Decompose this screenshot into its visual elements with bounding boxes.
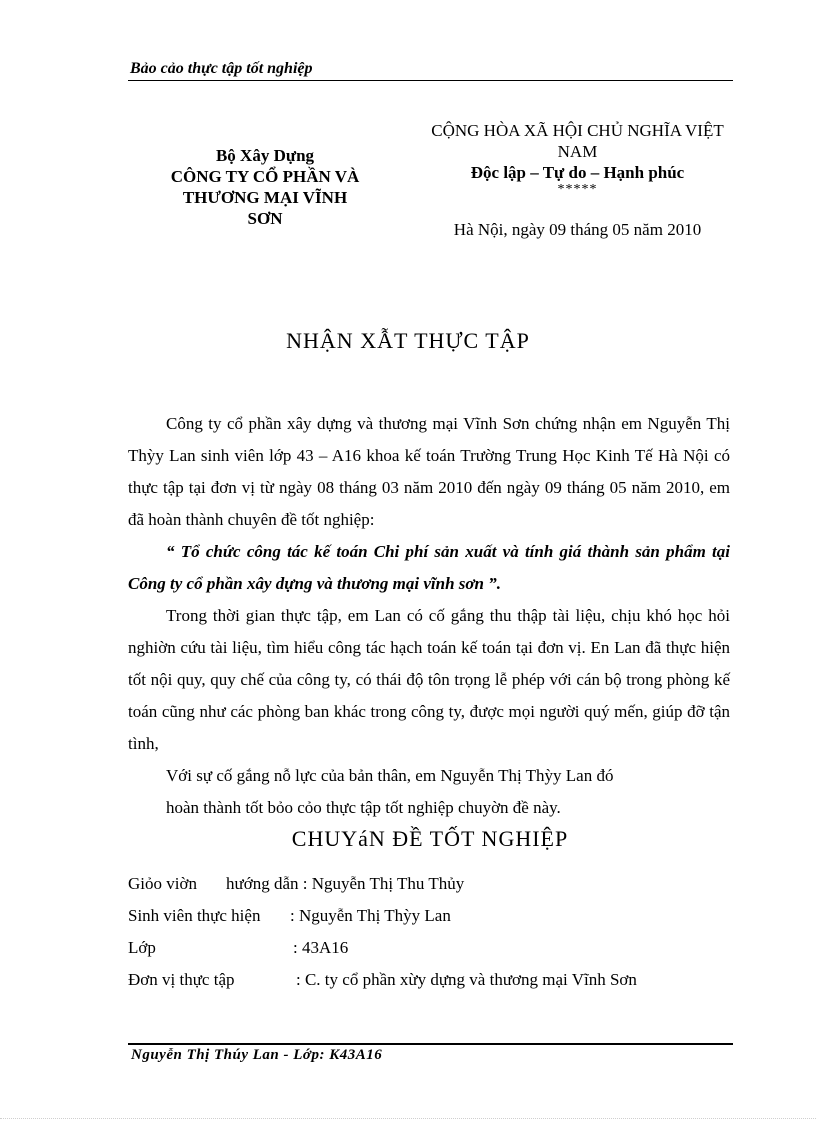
- company-header: [150, 145, 380, 229]
- document-date: Hà Nội, ngày 09 tháng 05 năm 2010: [453, 220, 702, 239]
- footer-rule: [128, 1043, 733, 1045]
- nation-name-line: CỘNG HÒA XÃ HỘI CHỦ NGHĨA VIỆT: [431, 121, 724, 140]
- ministry-name: Bộ Xây Dựng: [215, 146, 315, 165]
- section-subtitle: CHUYáN ĐỀ TỐT NGHIỆP: [291, 826, 569, 851]
- body-paragraph: Công ty cổ phần xây dựng và thương mại Vĩnh Sơn chứng nhận em Nguyễn Thị Thỳy Lan sinh viên lớp 43 – A16 khoa kế toán Trường Trung Học Kinh Tế Hà Nội có thực tập tại đơn vị từ ngày 08 tháng 03 năm 2010 đến ngày 09 tháng 05 năm 2010, em đã hoàn thành chuyên đề tốt nghiệp:: [128, 414, 730, 529]
- running-header: Bảo cảo thực tập tốt nghiệp: [130, 60, 313, 77]
- company-name-line: THƯƠNG MẠI VĨNH: [182, 188, 348, 207]
- info-row-class: [128, 932, 748, 964]
- nation-name-line: NAM: [557, 142, 598, 161]
- company-name-line: SƠN: [247, 209, 283, 228]
- closing-line: hoàn thành tốt bỏo cỏo thực tập tốt nghiệp chuyờn đề này.: [166, 798, 561, 817]
- stars-divider: *****: [557, 182, 598, 197]
- national-motto: Độc lập – Tự do – Hạnh phúc: [470, 163, 685, 182]
- info-label: Sinh viên thực hiện: [128, 906, 261, 925]
- running-footer: Nguyễn Thị Thúy Lan - Lớp: K43A16: [131, 1047, 383, 1063]
- body-paragraph: Trong thời gian thực tập, em Lan có cố gắng thu thập tài liệu, chịu khó học hỏi nghiờn cứu tài liệu, tìm hiểu công tác hạch toán kế toán tại đơn vị. En Lan đã thực hiện tốt nội quy, quy chế của công ty, có thái độ tôn trọng lễ phép với cán bộ trong phòng kế toán cũng như các phòng ban khác trong công ty, được mọi người quý mến, giúp đỡ tận tình,: [128, 606, 730, 753]
- info-row-advisor: [128, 868, 748, 900]
- header-rule: [128, 80, 733, 81]
- thesis-title-quote: “ Tổ chức công tác kế toán Chi phí sản xuất và tính giá thành sản phẩm tại Công ty cổ phần xây dựng và thương mại vĩnh sơn ”.: [128, 542, 730, 593]
- national-header: [405, 120, 750, 240]
- document-title: NHẬN XẪT THỰC TẬP: [286, 328, 530, 353]
- info-label: Giỏo viờn: [128, 874, 197, 893]
- info-value: : C. ty cổ phần xừy dựng và thương mại Vĩnh Sơn: [296, 970, 637, 989]
- info-row-unit: [128, 964, 748, 996]
- info-label: Lớp: [128, 938, 156, 957]
- info-label: Đơn vị thực tập: [128, 970, 235, 989]
- page-edge-dots: [0, 1118, 816, 1119]
- info-row-student: [128, 900, 748, 932]
- document-body: [128, 408, 730, 824]
- company-name-line: CÔNG TY CỔ PHẦN VÀ: [170, 167, 360, 186]
- student-info: [128, 868, 748, 996]
- info-value: : Nguyễn Thị Thỳy Lan: [290, 906, 451, 925]
- info-value: hướng dẫn : Nguyễn Thị Thu Thủy: [226, 874, 465, 893]
- info-value: : 43A16: [293, 938, 349, 957]
- closing-line: Với sự cố gắng nỗ lực của bản thân, em Nguyễn Thị Thỳy Lan đó: [166, 766, 614, 785]
